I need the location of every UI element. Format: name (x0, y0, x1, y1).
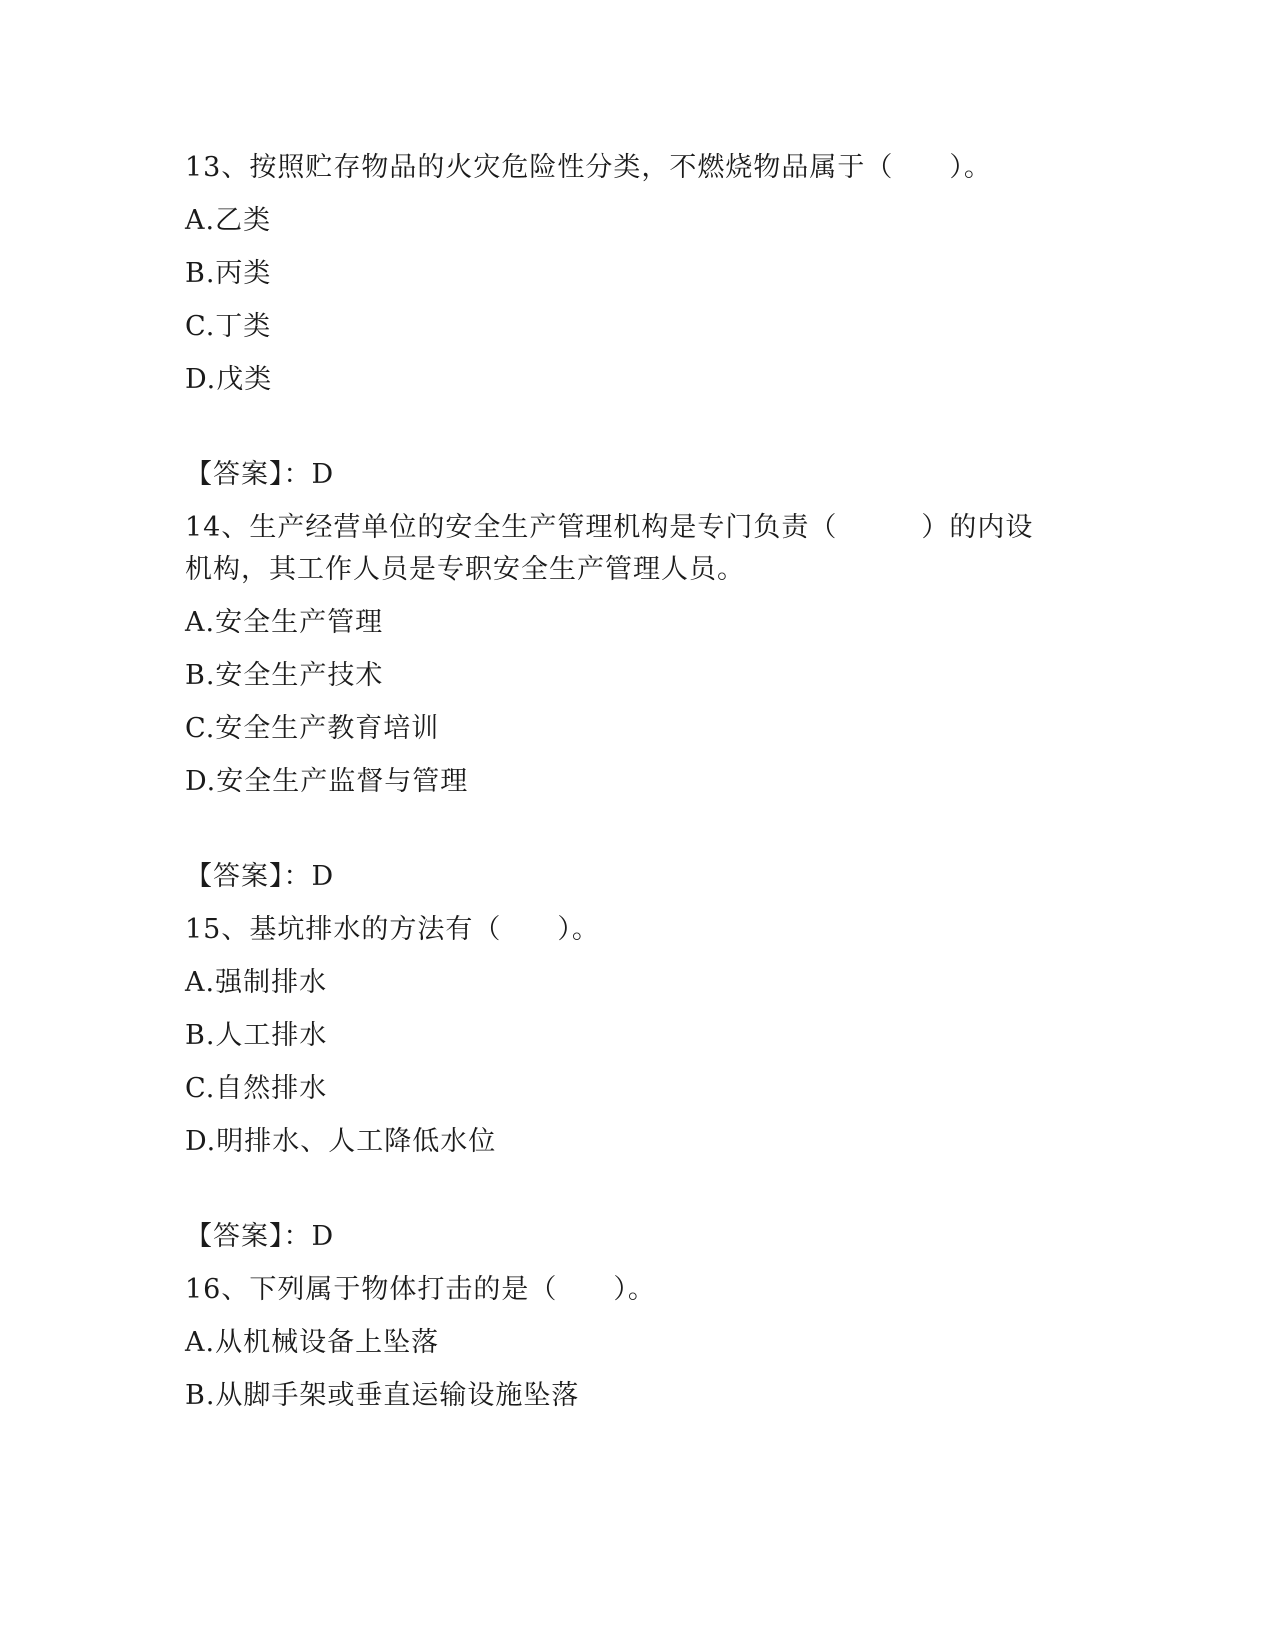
question-14-option-c: C.安全生产教育培训 (185, 713, 440, 744)
question-15-stem: 15、基坑排水的方法有（ ）。 (185, 914, 600, 945)
question-14-option-a: A.安全生产管理 (185, 607, 384, 638)
question-14-stem-line-2: 机构，其工作人员是专职安全生产管理人员。 (185, 554, 745, 585)
question-15-option-d: D.明排水、人工降低水位 (185, 1126, 497, 1157)
question-13-answer: 【答案】：D (185, 459, 335, 490)
question-15-option-c: C.自然排水 (185, 1073, 328, 1104)
question-14-stem-line-1: 14、生产经营单位的安全生产管理机构是专门负责（ ）的内设 (185, 512, 1034, 543)
question-14-option-d: D.安全生产监督与管理 (185, 766, 469, 797)
question-15-answer: 【答案】：D (185, 1221, 335, 1252)
question-13-stem: 13、按照贮存物品的火灾危险性分类，不燃烧物品属于（ ）。 (185, 152, 992, 183)
question-16-option-b: B.从脚手架或垂直运输设施坠落 (185, 1380, 580, 1411)
question-16-stem: 16、下列属于物体打击的是（ ）。 (185, 1274, 656, 1305)
question-13-option-c: C.丁类 (185, 311, 272, 342)
question-15-option-a: A.强制排水 (185, 967, 328, 998)
question-13-option-d: D.戊类 (185, 364, 273, 395)
question-14-answer: 【答案】：D (185, 861, 335, 892)
question-13-option-b: B.丙类 (185, 258, 272, 289)
question-15-option-b: B.人工排水 (185, 1020, 328, 1051)
question-16-option-a: A.从机械设备上坠落 (185, 1327, 440, 1358)
question-13-option-a: A.乙类 (185, 205, 272, 236)
question-14-option-b: B.安全生产技术 (185, 660, 384, 691)
